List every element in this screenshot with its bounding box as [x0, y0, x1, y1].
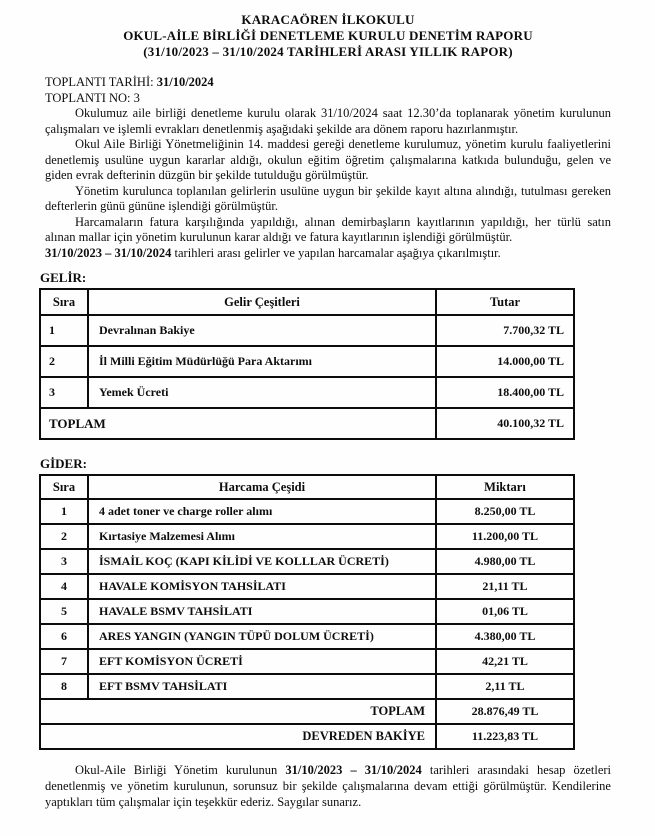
table-row	[40, 599, 574, 624]
table-row	[40, 315, 574, 346]
gider-row-desc: HAVALE KOMİSYON TAHSİLATI	[88, 574, 436, 599]
gider-row-amount: 21,11 TL	[436, 574, 574, 599]
meeting-no-value: 3	[133, 91, 140, 105]
gider-row-amount: 4.380,00 TL	[436, 624, 574, 649]
gider-row-no: 2	[40, 524, 88, 549]
table-row	[40, 549, 574, 574]
gider-carryover-row	[40, 724, 574, 749]
gider-row-desc: 4 adet toner ve charge roller alımı	[88, 499, 436, 524]
gelir-row-amount: 18.400,00 TL	[436, 377, 574, 408]
gider-row-desc: HAVALE BSMV TAHSİLATI	[88, 599, 436, 624]
gelir-row-desc: Devralınan Bakiye	[88, 315, 436, 346]
table-row	[40, 346, 574, 377]
paragraph-5-rest: tarihleri arası gelirler ve yapılan harcamalar aşağıya çıkarılmıştır.	[171, 245, 501, 260]
gider-row-no: 5	[40, 599, 88, 624]
gelir-header-row	[40, 289, 574, 315]
report-body	[45, 106, 611, 261]
closing-part1: Okul-Aile Birliği Yönetim kurulunun	[75, 763, 278, 777]
paragraph-3: Yönetim kurulunca toplanılan gelirlerin usulüne uygun bir şekilde kayıt altına alındığı, tutulması gereken defterlerin günü gününe işlendiği görülmüştür.	[45, 183, 611, 213]
closing-dates: 31/10/2023 – 31/10/2024	[285, 763, 422, 777]
gelir-total-label: TOPLAM	[40, 408, 436, 439]
gelir-row-desc: Yemek Ücreti	[88, 377, 436, 408]
gelir-section-title: GELİR:	[40, 270, 87, 285]
gider-section-title: GİDER:	[40, 456, 87, 471]
document-title	[45, 12, 611, 60]
gider-row-desc: EFT BSMV TAHSİLATI	[88, 674, 436, 699]
meeting-no-label: TOPLANTI NO:	[45, 91, 131, 105]
meeting-date-line	[45, 74, 611, 90]
gider-row-no: 6	[40, 624, 88, 649]
gelir-row-amount: 14.000,00 TL	[436, 346, 574, 377]
paragraph-5	[45, 246, 611, 262]
gider-col-sira: Sıra	[40, 475, 88, 499]
table-row	[40, 499, 574, 524]
gider-row-desc: İSMAİL KOÇ (KAPI KİLİDİ VE KOLLLAR ÜCRETİ)	[88, 549, 436, 574]
closing-section	[45, 762, 611, 810]
gelir-total-row	[40, 408, 574, 439]
table-row	[40, 624, 574, 649]
gelir-col-sira: Sıra	[40, 289, 88, 315]
gider-row-no: 8	[40, 674, 88, 699]
gider-row-no: 7	[40, 649, 88, 674]
table-row	[40, 649, 574, 674]
gider-row-no: 3	[40, 549, 88, 574]
gider-row-desc: ARES YANGIN (YANGIN TÜPÜ DOLUM ÜCRETİ)	[88, 624, 436, 649]
gelir-row-desc: İl Milli Eğitim Müdürlüğü Para Aktarımı	[88, 346, 436, 377]
gider-row-amount: 4.980,00 TL	[436, 549, 574, 574]
paragraph-2: Okul Aile Birliği Yönetmeliğinin 14. maddesi gereği denetleme kurulumuz, yönetim kurulu faaliyetlerini denetlemiş usulüne uygun kararlar aldığı, okulun eğitim öğretim çalışmalarına katkıda bulunduğu, gelen ve giden evrak defterinin düzgün bir şekilde tutulduğu görülmüştür.	[45, 137, 611, 182]
gider-header-row	[40, 475, 574, 499]
table-row	[40, 674, 574, 699]
gider-carryover-label: DEVREDEN BAKİYE	[40, 724, 436, 749]
gelir-row-amount: 7.700,32 TL	[436, 315, 574, 346]
gider-row-no: 4	[40, 574, 88, 599]
gelir-col-cesitleri: Gelir Çeşitleri	[88, 289, 436, 315]
title-report-period: (31/10/2023 – 31/10/2024 TARİHLERİ ARASI YILLIK RAPOR)	[143, 44, 513, 59]
gider-row-desc: Kırtasiye Malzemesi Alımı	[88, 524, 436, 549]
gelir-table	[39, 288, 575, 440]
gelir-row-no: 2	[40, 346, 88, 377]
gelir-row-no: 1	[40, 315, 88, 346]
gelir-col-tutar: Tutar	[436, 289, 574, 315]
gelir-total-value: 40.100,32 TL	[436, 408, 574, 439]
gider-row-amount: 42,21 TL	[436, 649, 574, 674]
closing-paragraph	[45, 762, 611, 810]
meeting-meta	[45, 74, 611, 106]
gider-total-value: 28.876,49 TL	[436, 699, 574, 724]
gider-row-amount: 11.200,00 TL	[436, 524, 574, 549]
gider-row-amount: 8.250,00 TL	[436, 499, 574, 524]
table-row	[40, 524, 574, 549]
gider-col-miktari: Miktarı	[436, 475, 574, 499]
table-row	[40, 574, 574, 599]
title-school-name: KARACAÖREN İLKOKULU	[241, 12, 415, 27]
gider-row-amount: 2,11 TL	[436, 674, 574, 699]
gider-row-amount: 01,06 TL	[436, 599, 574, 624]
title-report-name: OKUL-AİLE BİRLİĞİ DENETLEME KURULU DENETİM RAPORU	[123, 28, 533, 43]
gider-carryover-value: 11.223,83 TL	[436, 724, 574, 749]
paragraph-5-dates: 31/10/2023 – 31/10/2024	[45, 245, 172, 260]
meeting-date-value: 31/10/2024	[156, 75, 214, 89]
meeting-no-line	[45, 90, 611, 106]
gider-row-no: 1	[40, 499, 88, 524]
gider-total-label: TOPLAM	[40, 699, 436, 724]
gider-row-desc: EFT KOMİSYON ÜCRETİ	[88, 649, 436, 674]
paragraph-4: Harcamaların fatura karşılığında yapıldığı, alınan demirbaşların kayıtlarının yapıldığı, her türlü satın alınan mallar için yönetim kurulunun karar aldığı ve fatura kayıtlarının işlendiği görülmüştür.	[45, 214, 611, 244]
closing-part2: tarihleri arasındaki hesap özetleri denetlenmiş ve yönetim kurulunun, sorunsuz bir şekilde çalışmalarına devam ettiği görülmüştür. Kendilerine yaptıkları tüm çalışmalar için teşekkür ederiz. Saygılar sunarız.	[45, 763, 612, 809]
gider-total-row	[40, 699, 574, 724]
paragraph-1: Okulumuz aile birliği denetleme kurulu olarak 31/10/2024 saat 12.30’da toplanarak yönetim kurulunun çalışmaları ve işlemli evrakları denetlenmiş aşağıdaki şekilde ara dönem raporu hazırlanmıştır.	[45, 106, 611, 136]
gider-table	[39, 474, 575, 750]
table-row	[40, 377, 574, 408]
meeting-date-label: TOPLANTI TARİHİ:	[45, 75, 154, 89]
gider-col-cesidi: Harcama Çeşidi	[88, 475, 436, 499]
gelir-row-no: 3	[40, 377, 88, 408]
